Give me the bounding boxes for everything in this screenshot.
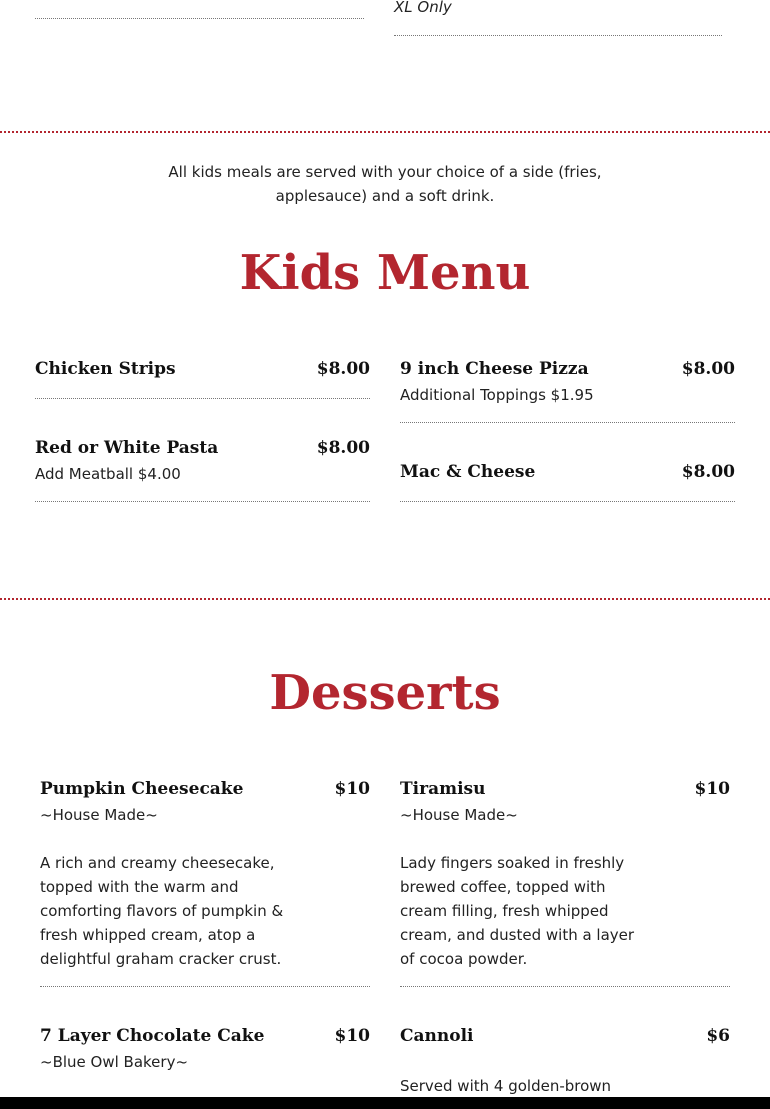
menu-item-mac-and-cheese	[400, 462, 735, 504]
menu-item-chicken-strips	[35, 359, 370, 401]
item-divider	[400, 501, 735, 502]
previous-item-divider	[394, 35, 722, 36]
item-price: $10	[334, 1026, 370, 1046]
item-price: $6	[706, 1026, 730, 1046]
previous-item-note: XL Only	[394, 0, 452, 16]
item-subtext: Additional Toppings $1.95	[400, 386, 594, 404]
menu-item-tiramisu	[400, 779, 730, 989]
item-subtext: ~Blue Owl Bakery~	[40, 1053, 189, 1071]
item-divider	[40, 986, 370, 987]
item-name: 7 Layer Chocolate Cake	[40, 1026, 265, 1046]
item-divider	[400, 422, 735, 423]
item-price: $10	[334, 779, 370, 799]
item-name: Cannoli	[400, 1026, 474, 1046]
item-subtext: ~House Made~	[400, 806, 518, 824]
previous-item-divider	[35, 18, 364, 19]
item-name: Chicken Strips	[35, 359, 176, 379]
kids-menu-title: Kids Menu	[239, 245, 531, 301]
item-price: $8.00	[681, 359, 735, 379]
item-divider	[35, 398, 370, 399]
item-name: Tiramisu	[400, 779, 486, 799]
item-divider	[35, 501, 370, 502]
menu-item-chocolate-cake	[40, 1026, 370, 1086]
section-divider	[0, 131, 770, 133]
menu-item-pumpkin-cheesecake	[40, 779, 370, 989]
bottom-bar	[0, 1097, 770, 1109]
item-price: $8.00	[316, 359, 370, 379]
item-name: Red or White Pasta	[35, 438, 219, 458]
item-subtext: ~House Made~	[40, 806, 158, 824]
item-description: Lady fingers soaked in freshly brewed coffee, topped with cream filling, fresh whipped cream, and dusted with a layer of cocoa powder.	[400, 854, 635, 968]
kids-menu-intro: All kids meals are served with your choice of a side (fries, applesauce) and a soft drink.	[168, 163, 602, 205]
item-name: 9 inch Cheese Pizza	[400, 359, 589, 379]
section-divider	[0, 598, 770, 600]
desserts-title: Desserts	[269, 665, 501, 721]
item-name: Mac & Cheese	[400, 462, 536, 482]
menu-item-cheese-pizza	[400, 359, 735, 425]
item-price: $8.00	[681, 462, 735, 482]
item-price: $8.00	[316, 438, 370, 458]
menu-item-cannoli	[400, 1026, 730, 1097]
item-name: Pumpkin Cheesecake	[40, 779, 244, 799]
item-subtext: Add Meatball $4.00	[35, 465, 181, 483]
item-description: A rich and creamy cheesecake, topped with the warm and comforting flavors of pumpkin & fresh whipped cream, atop a delightful graham cracker crust.	[40, 854, 284, 968]
item-description: Served with 4 golden-brown	[400, 1077, 612, 1095]
item-divider	[400, 986, 730, 987]
menu-item-pasta	[35, 438, 370, 504]
item-price: $10	[694, 779, 730, 799]
